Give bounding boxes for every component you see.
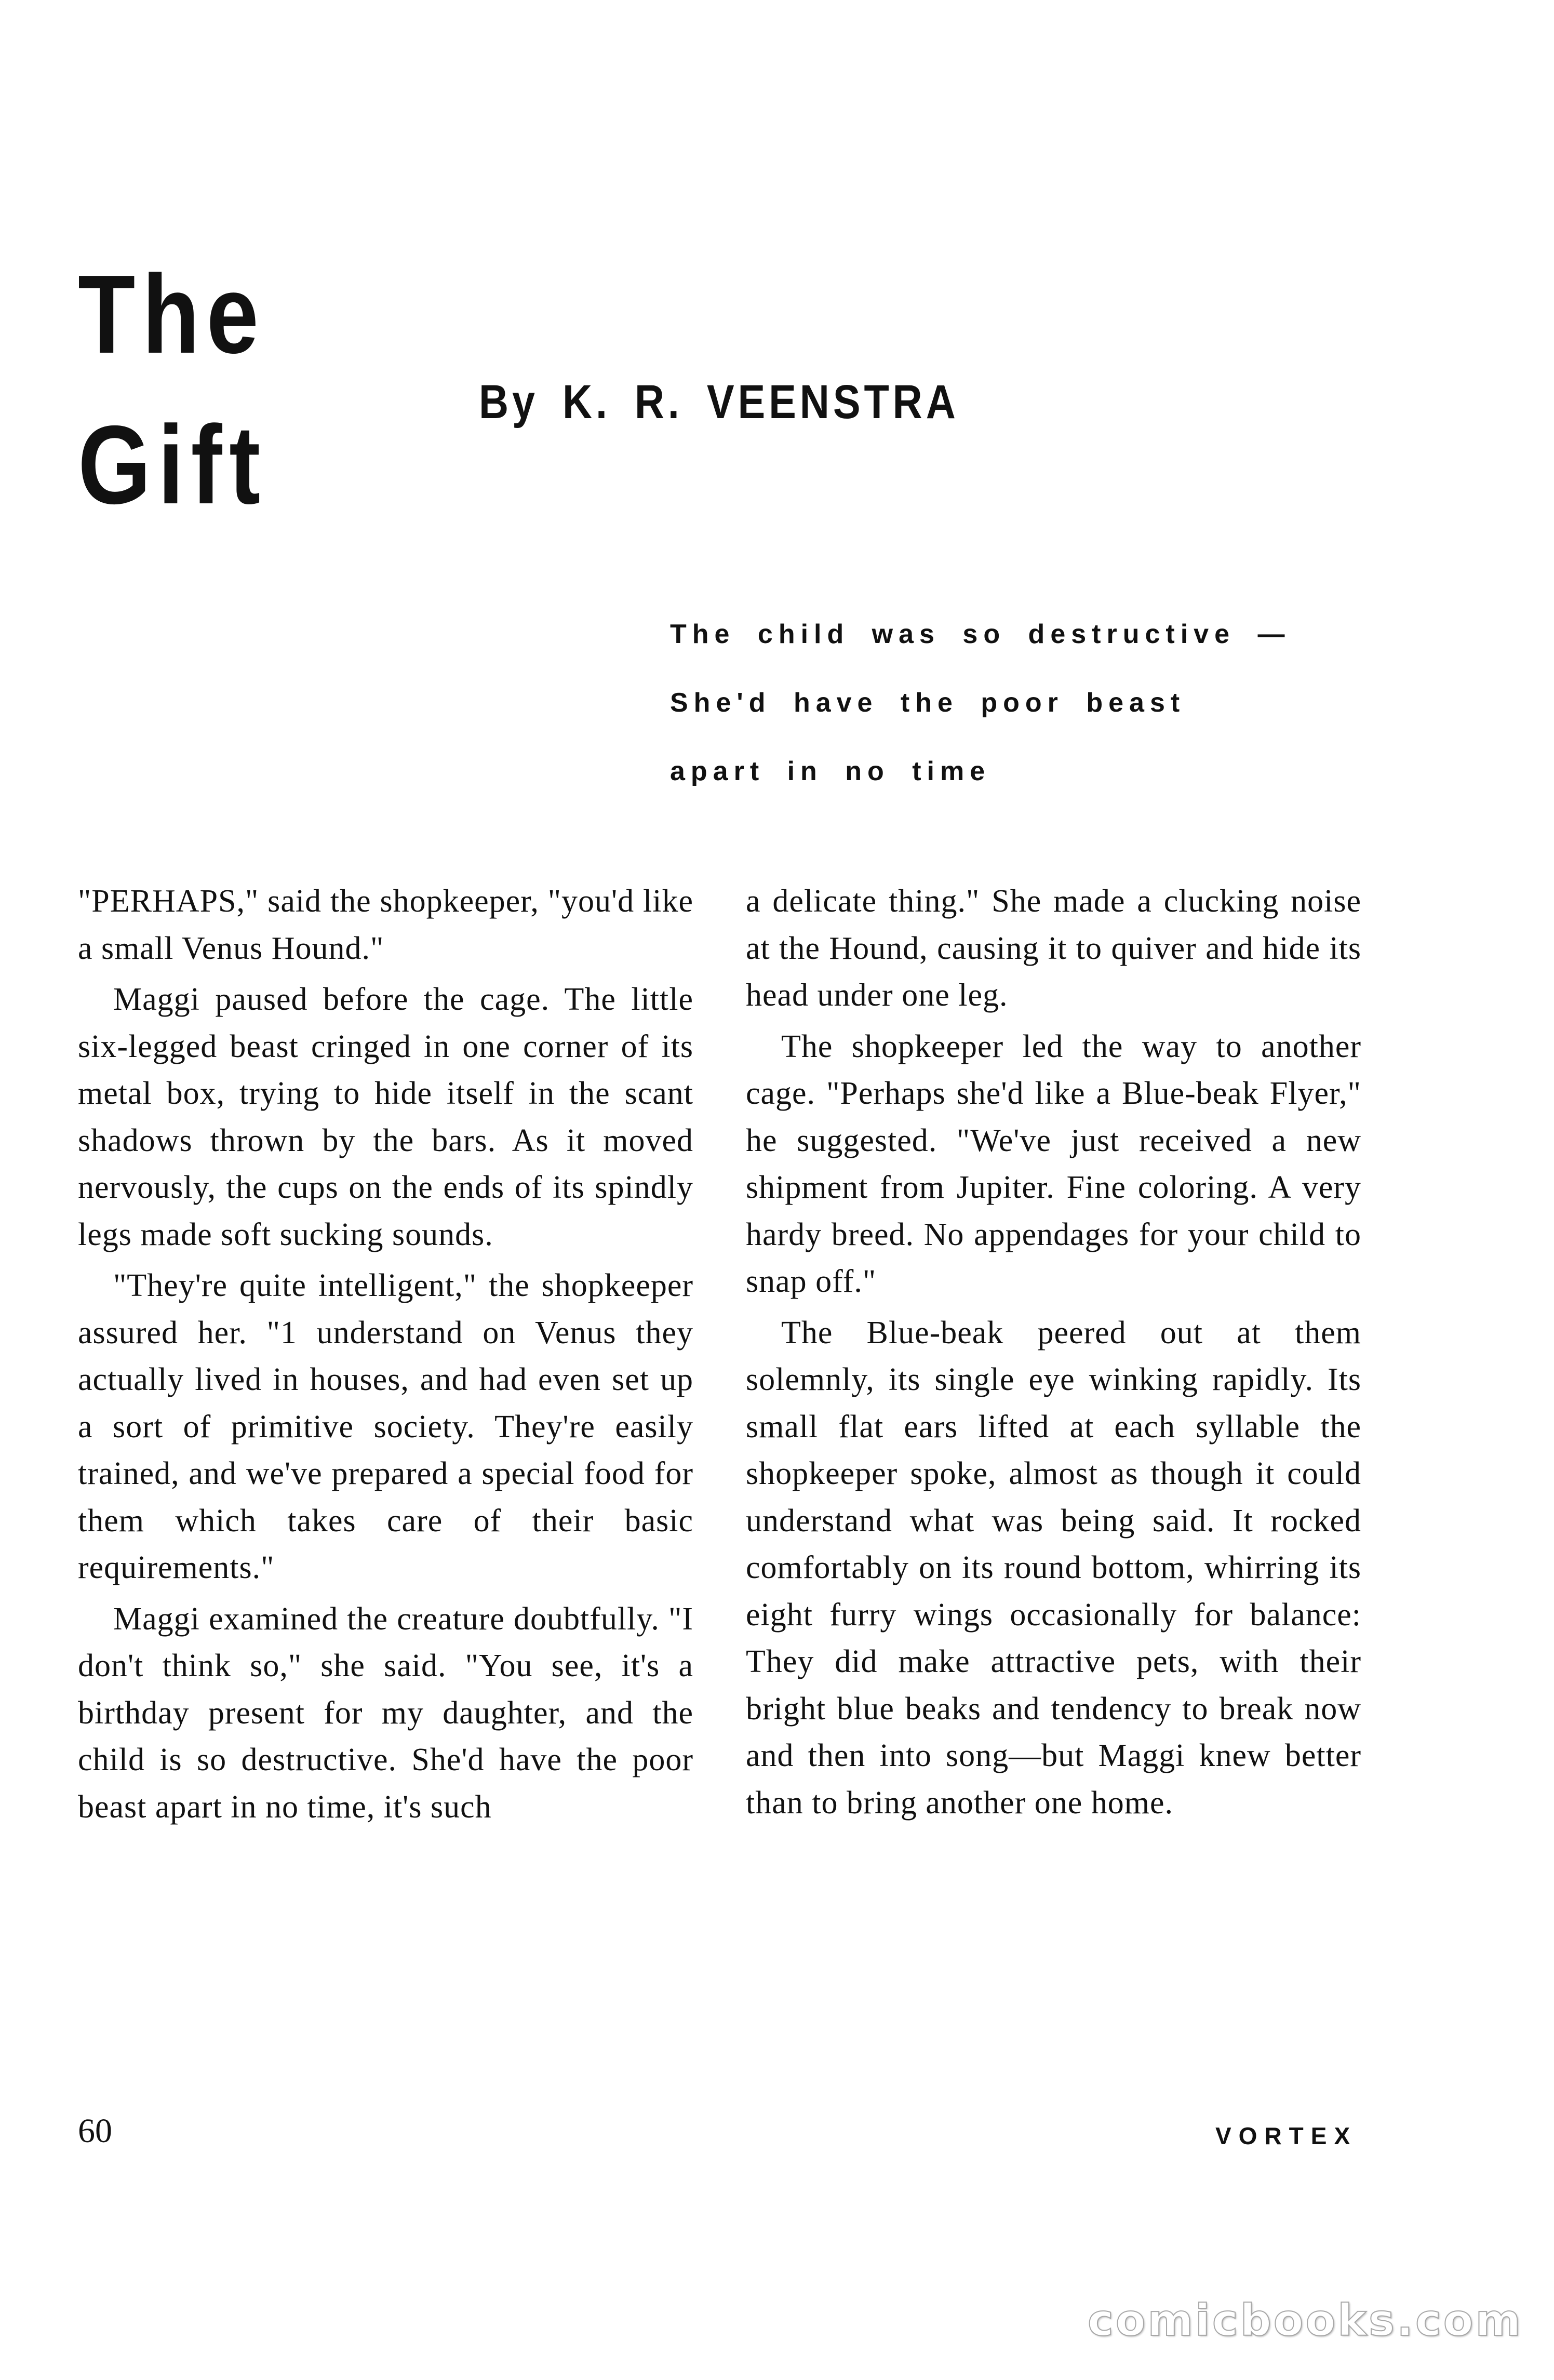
page-number: 60 <box>78 2112 112 2150</box>
story-title-line-2: Gift <box>78 402 267 527</box>
paragraph: Maggi examined the creature doubtfully. "I don't think so," she said. "You see, it's a birthday present for my daughter, and the child is so destructive. She'd have the poor beast apart in no time, it's such <box>78 1601 693 1825</box>
paragraph: The Blue-beak peered out at them solemnly, its single eye winking rapidly. Its small flat ears lifted at each syllable the shopkeeper spoke, almost as though it could understand what was being said. It rocked comfortably on its round bottom, whirring its eight furry wings occasionally for balance: They did make attractive pets, with their bright blue beaks and tendency to break now and then into song—but Maggi knew better than to bring another one home. <box>746 1315 1361 1821</box>
paragraph: "PERHAPS," said the shopkeeper, "you'd like a small Venus Hound." <box>78 884 693 966</box>
story-title <box>78 239 267 540</box>
paragraph: The shopkeeper led the way to another cage. "Perhaps she'd like a Blue-beak Flyer," he suggested. "We've just received a new shipment from Jupiter. Fine coloring. A very hardy breed. No appendages for your child to snap off." <box>746 1028 1361 1299</box>
paragraph: a delicate thing." She made a clucking noise at the Hound, causing it to quiver and hide its head under one leg. <box>746 884 1361 1013</box>
blurb-line-2: She'd have the poor beast <box>670 688 1186 718</box>
paragraph: "They're quite intelligent," the shopkeeper assured her. "1 understand on Venus they actually lived in houses, and had even set up a sort of primitive society. They're easily trained, and we've prepared a special food for them which takes care of their basic requirements." <box>78 1268 693 1585</box>
story-title-line-1: The <box>78 251 266 377</box>
blurb-line-3: apart in no time <box>670 756 991 786</box>
author-byline: By K. R. VEENSTRA <box>479 376 959 429</box>
paragraph: Maggi paused before the cage. The little six-legged beast cringed in one corner of its metal box, trying to hide itself in the scant shadows thrown by the bars. As it moved nervously, the cups on the ends of its spindly legs made soft sucking sounds. <box>78 982 693 1252</box>
magazine-name: VORTEX <box>1215 2122 1358 2149</box>
watermark-logo: comicbooks.com <box>1088 2295 1523 2346</box>
right-text-column <box>746 878 1361 1830</box>
blurb-line-1: The child was so destructive — <box>670 619 1291 649</box>
left-text-column <box>78 878 693 1835</box>
story-blurb <box>670 616 1290 821</box>
